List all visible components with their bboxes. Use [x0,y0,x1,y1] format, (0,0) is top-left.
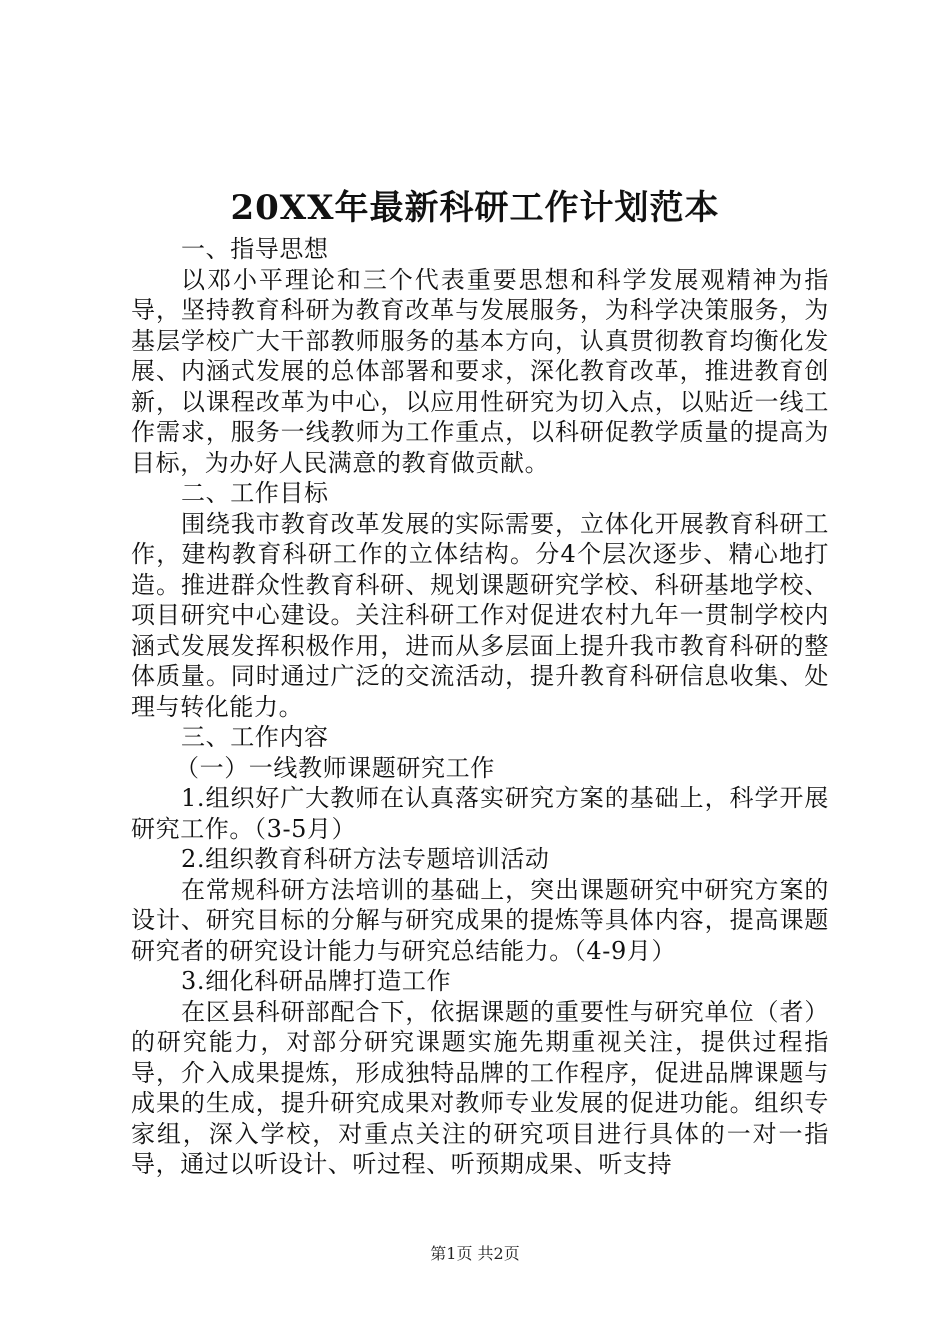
paragraph-work-goals: 围绕我市教育改革发展的实际需要，立体化开展教育科研工作，建构教育科研工作的立体结构。分4个层次逐步、精心地打造。推进群众性教育科研、规划课题研究学校、科研基地学校、项目研究中心建设。关注科研工作对促进农村九年一贯制学校内涵式发展发挥积极作用，进而从多层面上提升我市教育科研的整体质量。同时通过广泛的交流活动，提升教育科研信息收集、处理与转化能力。 [131,509,829,721]
document-body [131,234,829,1180]
subsection-heading-teacher-research: （一）一线教师课题研究工作 [175,753,495,782]
page-number-footer: 第1页 共2页 [430,1244,520,1263]
paragraph-item-3: 在区县科研部配合下，依据课题的重要性与研究单位（者）的研究能力，对部分研究课题实施先期重视关注，提供过程指导，介入成果提炼，形成独特品牌的工作程序，促进品牌课题与成果的生成，提升研究成果对教师专业发展的促进功能。组织专家组，深入学校，对重点关注的研究项目进行具体的一对一指导，通过以听设计、听过程、听预期成果、听支持 [131,997,829,1178]
section-heading-guiding-ideology: 一、指导思想 [181,235,329,263]
list-item-2: 2.组织教育科研方法专题培训活动 [181,845,550,873]
section-heading-work-goals: 二、工作目标 [181,479,329,507]
list-item-3: 3.细化科研品牌打造工作 [181,967,452,995]
section-heading-work-content: 三、工作内容 [181,723,329,751]
list-item-1: 1.组织好广大教师在认真落实研究方案的基础上，科学开展研究工作。（3-5月） [131,784,829,843]
document-title: 20XX年最新科研工作计划范本 [230,188,720,228]
paragraph-item-2: 在常规科研方法培训的基础上，突出课题研究中研究方案的设计、研究目标的分解与研究成果的提炼等具体内容，提高课题研究者的研究设计能力与研究总结能力。（4-9月） [131,875,829,965]
paragraph-guiding-ideology: 以邓小平理论和三个代表重要思想和科学发展观精神为指导，坚持教育科研为教育改革与发展服务，为科学决策服务，为基层学校广大干部教师服务的基本方向，认真贯彻教育均衡化发展、内涵式发展的总体部署和要求，深化教育改革，推进教育创新，以课程改革为中心，以应用性研究为切入点，以贴近一线工作需求，服务一线教师为工作重点，以科研促教学质量的提高为目标，为办好人民满意的教育做贡献。 [131,265,829,477]
